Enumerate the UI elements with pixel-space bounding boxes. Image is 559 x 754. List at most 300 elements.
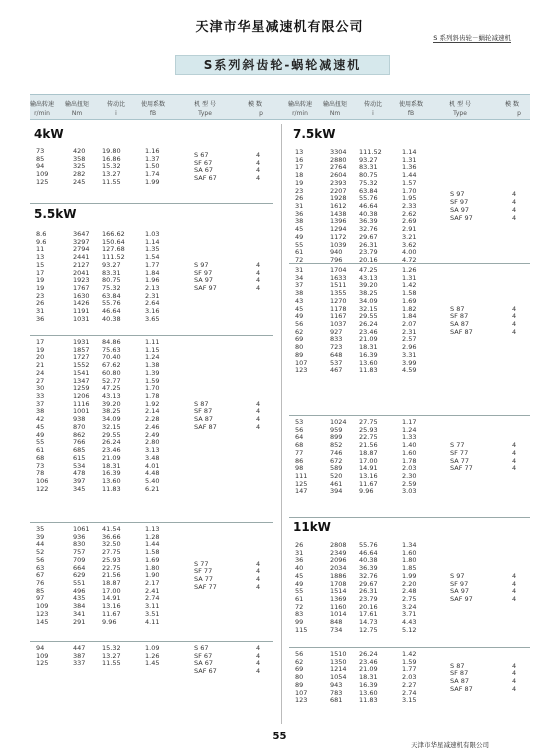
power-section-divider xyxy=(289,124,530,125)
service-factor-value: 2.27 xyxy=(402,680,417,689)
module-value: 4 xyxy=(512,595,517,604)
ratio-value: 21.56 xyxy=(359,441,378,450)
service-factor-value: 2.48 xyxy=(402,587,417,596)
rpm-column xyxy=(295,419,307,496)
ratio-value: 17.00 xyxy=(102,586,121,595)
model-type-value: SA 67 xyxy=(194,166,214,175)
rpm-value: 31 xyxy=(295,202,304,211)
block-divider xyxy=(30,335,273,336)
model-type-value: SAF 67 xyxy=(194,667,217,676)
service-factor-value: 1.58 xyxy=(402,289,417,298)
model-type-value: SF 97 xyxy=(450,579,469,588)
torque-value: 325 xyxy=(73,162,86,171)
block-divider xyxy=(289,415,530,416)
torque-column xyxy=(330,149,347,265)
rpm-value: 11 xyxy=(36,245,45,254)
module-column xyxy=(512,442,516,473)
service-factor-value: 3.13 xyxy=(145,446,160,455)
torque-column xyxy=(73,339,90,493)
model-type-value: SAF 87 xyxy=(450,684,473,693)
torque-value: 1396 xyxy=(330,217,347,226)
rpm-value: 19 xyxy=(36,276,45,285)
torque-value: 936 xyxy=(73,532,86,541)
rpm-column xyxy=(36,231,46,324)
ratio-value: 20.16 xyxy=(359,602,378,611)
service-factor-value: 1.74 xyxy=(145,170,160,179)
torque-value: 2207 xyxy=(330,186,347,195)
ratio-value: 22.75 xyxy=(102,563,121,572)
torque-value: 2808 xyxy=(330,541,347,549)
rpm-value: 52 xyxy=(36,548,45,557)
rpm-value: 45 xyxy=(295,571,304,580)
service-factor-column xyxy=(402,651,416,705)
rpm-value: 19 xyxy=(36,284,45,293)
module-column xyxy=(512,573,516,604)
rpm-value: 45 xyxy=(295,225,304,234)
torque-value: 1886 xyxy=(330,571,347,580)
torque-value: 870 xyxy=(73,422,86,431)
rpm-value: 125 xyxy=(295,479,308,488)
service-factor-value: 3.65 xyxy=(145,314,160,323)
service-factor-column xyxy=(145,231,159,324)
rpm-value: 56 xyxy=(295,425,304,434)
rpm-value: 55 xyxy=(295,240,304,249)
torque-value: 796 xyxy=(330,256,343,265)
ratio-value: 18.31 xyxy=(102,461,121,470)
rpm-value: 40 xyxy=(295,564,304,573)
torque-value: 1633 xyxy=(330,273,347,282)
rpm-value: 55 xyxy=(36,438,45,447)
ratio-value: 21.09 xyxy=(102,453,121,462)
header-subtitle: S 系列斜齿轮－蜗轮减速机 xyxy=(433,34,511,42)
model-type-column xyxy=(194,401,217,432)
rpm-value: 38 xyxy=(36,407,45,416)
rpm-value: 23 xyxy=(295,186,304,195)
torque-value: 1630 xyxy=(73,291,90,300)
service-factor-value: 1.54 xyxy=(145,253,160,262)
module-value: 4 xyxy=(512,587,517,596)
rpm-column xyxy=(36,645,48,668)
rpm-value: 63 xyxy=(36,563,45,572)
rpm-value: 17 xyxy=(36,338,45,346)
header-ratio: 传动比 xyxy=(363,101,383,108)
ratio-value: 11.83 xyxy=(359,366,378,375)
rpm-value: 15 xyxy=(36,260,45,269)
ratio-value: 46.64 xyxy=(359,202,378,211)
ratio-value: 75.32 xyxy=(102,284,121,293)
rpm-value: 13 xyxy=(36,253,45,262)
unit-fb: fB xyxy=(407,110,415,117)
module-column xyxy=(256,561,260,592)
ratio-value: 75.63 xyxy=(102,345,121,354)
service-factor-value: 1.37 xyxy=(145,154,160,163)
torque-value: 709 xyxy=(73,555,86,564)
model-type-value: SA 67 xyxy=(194,659,214,668)
ratio-value: 166.62 xyxy=(102,230,125,238)
torque-value: 447 xyxy=(73,644,86,652)
ratio-value: 13.27 xyxy=(102,170,121,179)
rpm-value: 147 xyxy=(295,487,308,496)
ratio-value: 15.32 xyxy=(102,162,121,171)
torque-value: 2127 xyxy=(73,260,90,269)
rpm-value: 62 xyxy=(295,657,304,666)
model-type-value: SAF 87 xyxy=(194,422,217,431)
header-output-torque: 输出扭矩 xyxy=(322,101,348,108)
rpm-value: 69 xyxy=(295,335,304,344)
right-column xyxy=(289,124,530,751)
service-factor-value: 3.24 xyxy=(402,602,417,611)
rpm-value: 123 xyxy=(36,609,49,618)
service-factor-value: 1.59 xyxy=(402,657,417,666)
module-value: 4 xyxy=(512,669,517,678)
ratio-value: 32.15 xyxy=(359,304,378,313)
service-factor-value: 2.28 xyxy=(145,415,160,424)
torque-value: 1369 xyxy=(330,595,347,604)
ratio-column xyxy=(359,419,378,496)
model-type-value: SA 97 xyxy=(450,587,470,596)
torque-value: 551 xyxy=(73,579,86,588)
service-factor-value: 1.09 xyxy=(145,644,160,652)
service-factor-value: 1.59 xyxy=(145,376,160,385)
rpm-value: 16 xyxy=(295,155,304,164)
ratio-value: 13.16 xyxy=(102,602,121,611)
service-factor-value: 1.96 xyxy=(145,276,160,285)
rpm-value: 36 xyxy=(36,314,45,323)
rpm-value: 49 xyxy=(295,312,304,321)
torque-value: 1612 xyxy=(330,202,347,211)
ratio-value: 9.96 xyxy=(359,487,374,496)
model-type-value: SAF 97 xyxy=(450,595,473,604)
torque-value: 830 xyxy=(73,540,86,549)
service-factor-value: 2.33 xyxy=(402,202,417,211)
rpm-value: 107 xyxy=(295,358,308,367)
torque-value: 1214 xyxy=(330,665,347,674)
service-factor-value: 2.57 xyxy=(402,335,417,344)
service-factor-value: 1.78 xyxy=(145,392,160,401)
rpm-value: 26 xyxy=(36,299,45,308)
model-type-value: S 97 xyxy=(194,260,209,269)
model-type-value: S 67 xyxy=(194,644,209,652)
rpm-value: 24 xyxy=(36,368,45,377)
torque-value: 2880 xyxy=(330,155,347,164)
ratio-value: 38.25 xyxy=(102,407,121,416)
rpm-value: 61 xyxy=(36,446,45,455)
service-factor-value: 1.13 xyxy=(145,525,160,533)
rpm-value: 45 xyxy=(295,304,304,313)
header-service-factor: 使用系数 xyxy=(398,101,424,108)
rpm-value: 37 xyxy=(36,399,45,408)
rpm-value: 36 xyxy=(295,556,304,565)
ratio-value: 150.64 xyxy=(102,237,125,246)
model-type-column xyxy=(194,262,217,293)
torque-value: 387 xyxy=(73,651,86,660)
service-factor-value: 4.72 xyxy=(402,256,417,265)
torque-value: 1061 xyxy=(73,525,90,533)
ratio-value: 36.66 xyxy=(102,532,121,541)
model-type-value: SA 77 xyxy=(450,456,470,465)
service-factor-column xyxy=(402,542,416,635)
service-factor-value: 4.48 xyxy=(145,469,160,478)
model-type-value: SF 87 xyxy=(450,669,469,678)
rpm-column xyxy=(36,526,48,626)
ratio-column xyxy=(102,526,121,626)
rpm-value: 61 xyxy=(295,595,304,604)
ratio-value: 16.39 xyxy=(359,680,378,689)
torque-value: 3297 xyxy=(73,237,90,246)
rpm-value: 13 xyxy=(295,148,304,156)
service-factor-value: 2.17 xyxy=(145,579,160,588)
service-factor-value: 1.70 xyxy=(402,186,417,195)
service-factor-value: 1.77 xyxy=(145,260,160,269)
ratio-value: 63.84 xyxy=(359,186,378,195)
torque-value: 282 xyxy=(73,170,86,179)
block-divider xyxy=(289,647,530,648)
torque-value: 435 xyxy=(73,594,86,603)
module-value: 4 xyxy=(512,579,517,588)
ratio-value: 43.13 xyxy=(359,273,378,282)
rpm-value: 38 xyxy=(295,289,304,298)
torque-value: 1704 xyxy=(330,266,347,274)
model-type-value: SAF 87 xyxy=(450,327,473,336)
module-value: 4 xyxy=(256,407,261,416)
model-type-value: S 67 xyxy=(194,150,209,159)
ratio-value: 32.76 xyxy=(359,225,378,234)
module-column xyxy=(256,401,260,432)
ratio-value: 38.25 xyxy=(359,289,378,298)
torque-value: 629 xyxy=(73,571,86,580)
torque-column xyxy=(330,651,347,705)
torque-column xyxy=(330,542,347,635)
rpm-value: 72 xyxy=(295,256,304,265)
model-type-column xyxy=(194,645,217,676)
rpm-value: 69 xyxy=(295,665,304,674)
module-value: 4 xyxy=(512,190,517,199)
torque-value: 1727 xyxy=(73,353,90,362)
torque-value: 1350 xyxy=(330,657,347,666)
rpm-value: 80 xyxy=(295,343,304,352)
module-value: 4 xyxy=(256,644,261,652)
block-divider xyxy=(30,522,273,523)
service-factor-value: 1.80 xyxy=(145,563,160,572)
rpm-value: 42 xyxy=(36,415,45,424)
rpm-value: 68 xyxy=(295,441,304,450)
torque-value: 337 xyxy=(73,659,86,668)
service-factor-value: 2.80 xyxy=(145,438,160,447)
model-type-column xyxy=(450,573,473,604)
model-type-column xyxy=(450,663,473,694)
ratio-value: 29.55 xyxy=(102,430,121,439)
rpm-value: 26 xyxy=(295,194,304,203)
module-column xyxy=(256,152,260,183)
ratio-value: 32.50 xyxy=(102,540,121,549)
rpm-value: 73 xyxy=(36,147,45,155)
ratio-value: 29.67 xyxy=(359,579,378,588)
service-factor-value: 3.03 xyxy=(402,487,417,496)
service-factor-value: 2.96 xyxy=(402,343,417,352)
rpm-value: 122 xyxy=(36,484,49,493)
ratio-value: 80.75 xyxy=(359,171,378,180)
service-factor-value: 1.34 xyxy=(402,541,417,549)
torque-value: 848 xyxy=(330,618,343,627)
model-type-value: SAF 77 xyxy=(194,582,217,591)
module-value: 4 xyxy=(512,320,517,329)
service-factor-value: 1.84 xyxy=(145,268,160,277)
module-value: 4 xyxy=(512,684,517,693)
ratio-value: 11.55 xyxy=(102,659,121,668)
torque-value: 1039 xyxy=(330,240,347,249)
service-factor-value: 1.57 xyxy=(402,178,417,187)
rpm-value: 78 xyxy=(36,469,45,478)
ratio-value: 46.64 xyxy=(359,548,378,557)
service-factor-value: 2.59 xyxy=(402,479,417,488)
model-type-value: SF 77 xyxy=(450,448,469,457)
rpm-value: 49 xyxy=(295,232,304,241)
ratio-value: 34.09 xyxy=(102,415,121,424)
rpm-value: 17 xyxy=(295,163,304,172)
unit-p: p xyxy=(517,110,521,117)
torque-value: 959 xyxy=(330,425,343,434)
power-rating: 4kW xyxy=(34,127,64,141)
rpm-value: 45 xyxy=(36,422,45,431)
ratio-value: 40.38 xyxy=(102,314,121,323)
rpm-value: 107 xyxy=(295,688,308,697)
torque-column xyxy=(73,148,85,187)
header-ratio: 传动比 xyxy=(106,101,126,108)
torque-value: 940 xyxy=(330,248,343,257)
rpm-value: 55 xyxy=(295,587,304,596)
rpm-value: 8.6 xyxy=(36,230,47,238)
torque-value: 1031 xyxy=(73,314,90,323)
service-factor-value: 1.85 xyxy=(402,564,417,573)
rpm-value: 99 xyxy=(295,618,304,627)
rpm-column xyxy=(295,267,307,375)
rpm-value: 56 xyxy=(295,320,304,329)
service-factor-value: 2.13 xyxy=(145,284,160,293)
module-value: 4 xyxy=(256,567,261,576)
rpm-value: 44 xyxy=(36,540,45,549)
torque-value: 397 xyxy=(73,476,86,485)
rpm-column xyxy=(36,339,48,493)
model-type-value: SA 77 xyxy=(194,575,214,584)
model-type-value: SF 67 xyxy=(194,158,213,167)
page-number: 55 xyxy=(272,731,287,742)
service-factor-value: 1.69 xyxy=(145,555,160,564)
module-value: 4 xyxy=(256,158,261,167)
service-factor-value: 3.51 xyxy=(145,609,160,618)
torque-value: 1708 xyxy=(330,579,347,588)
model-type-value: SF 77 xyxy=(194,567,213,576)
ratio-value: 111.52 xyxy=(359,148,382,156)
rpm-value: 37 xyxy=(295,281,304,290)
module-value: 4 xyxy=(512,213,517,222)
torque-value: 1001 xyxy=(73,407,90,416)
service-factor-value: 3.48 xyxy=(145,453,160,462)
rpm-value: 31 xyxy=(295,266,304,274)
module-value: 4 xyxy=(512,304,517,313)
torque-value: 291 xyxy=(73,617,86,626)
service-factor-column xyxy=(145,645,159,668)
torque-value: 2604 xyxy=(330,171,347,180)
rpm-value: 27 xyxy=(36,376,45,385)
module-column xyxy=(512,306,516,337)
service-factor-value: 1.99 xyxy=(145,177,160,186)
service-factor-value: 1.80 xyxy=(402,556,417,565)
ratio-value: 13.60 xyxy=(102,476,121,485)
ratio-value: 55.76 xyxy=(102,299,121,308)
ratio-value: 20.16 xyxy=(359,256,378,265)
service-factor-value: 2.03 xyxy=(402,673,417,682)
ratio-value: 27.75 xyxy=(102,548,121,557)
rpm-value: 89 xyxy=(295,350,304,359)
ratio-value: 29.55 xyxy=(359,312,378,321)
model-type-value: SF 87 xyxy=(194,407,213,416)
service-factor-value: 1.42 xyxy=(402,281,417,290)
torque-column xyxy=(330,267,347,375)
service-factor-value: 2.41 xyxy=(145,586,160,595)
rpm-value: 31 xyxy=(36,307,45,316)
rpm-value: 145 xyxy=(36,617,49,626)
service-factor-value: 2.75 xyxy=(402,595,417,604)
rpm-value: 76 xyxy=(36,579,45,588)
ratio-value: 41.54 xyxy=(102,525,121,533)
service-factor-column xyxy=(402,149,416,265)
module-value: 4 xyxy=(512,327,517,336)
model-type-column xyxy=(450,306,473,337)
torque-value: 833 xyxy=(330,335,343,344)
service-factor-value: 1.50 xyxy=(145,162,160,171)
module-value: 4 xyxy=(512,661,517,670)
header-type: 机 型 号 xyxy=(194,101,216,108)
torque-value: 1511 xyxy=(330,281,347,290)
service-factor-value: 1.26 xyxy=(402,266,417,274)
ratio-column xyxy=(102,339,121,493)
ratio-value: 75.32 xyxy=(359,178,378,187)
service-factor-value: 2.62 xyxy=(402,209,417,218)
service-factor-value: 1.11 xyxy=(145,338,160,346)
service-factor-value: 4.11 xyxy=(145,617,160,626)
ratio-value: 14.73 xyxy=(359,618,378,627)
torque-value: 420 xyxy=(73,147,86,155)
torque-value: 478 xyxy=(73,469,86,478)
ratio-value: 40.38 xyxy=(359,556,378,565)
module-value: 4 xyxy=(256,651,261,660)
ratio-column xyxy=(359,149,382,265)
unit-p: p xyxy=(259,110,263,117)
power-rating: 7.5kW xyxy=(293,127,336,141)
ratio-value: 47.25 xyxy=(359,266,378,274)
torque-value: 746 xyxy=(330,448,343,457)
ratio-value: 26.24 xyxy=(102,438,121,447)
torque-value: 496 xyxy=(73,586,86,595)
ratio-value: 15.32 xyxy=(102,644,121,652)
table-header xyxy=(30,94,530,120)
torque-value: 1037 xyxy=(330,320,347,329)
torque-value: 341 xyxy=(73,609,86,618)
ratio-value: 14.91 xyxy=(102,594,121,603)
torque-value: 1928 xyxy=(330,194,347,203)
torque-value: 1160 xyxy=(330,602,347,611)
rpm-value: 31 xyxy=(295,548,304,557)
ratio-value: 11.67 xyxy=(359,479,378,488)
service-factor-value: 1.60 xyxy=(402,548,417,557)
ratio-value: 80.75 xyxy=(102,276,121,285)
service-factor-value: 2.74 xyxy=(402,688,417,697)
ratio-value: 111.52 xyxy=(102,253,125,262)
header-output-torque: 输出扭矩 xyxy=(64,101,90,108)
module-value: 4 xyxy=(512,205,517,214)
torque-value: 467 xyxy=(330,366,343,375)
service-factor-value: 1.24 xyxy=(145,353,160,362)
